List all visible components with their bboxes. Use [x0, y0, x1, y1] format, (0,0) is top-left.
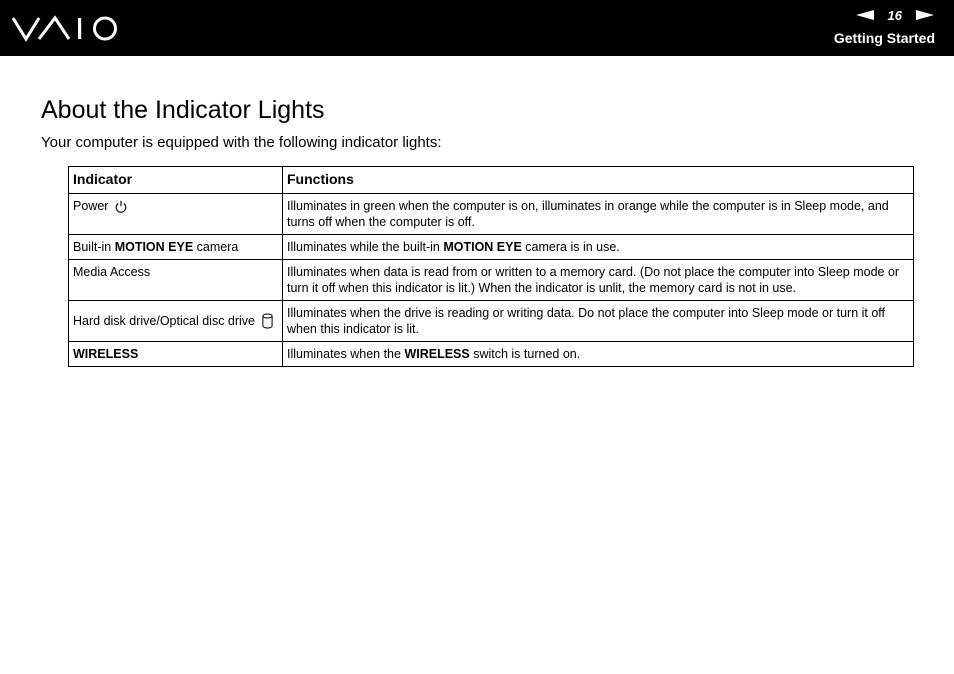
- indicator-label-bold: MOTION EYE: [114, 240, 194, 254]
- power-icon: [115, 200, 127, 213]
- table-row: [69, 235, 914, 260]
- triangle-left-icon[interactable]: [856, 10, 874, 20]
- indicator-label-pre: Built-in: [73, 240, 115, 254]
- indicator-label: Power: [73, 199, 109, 213]
- column-header-indicator: Indicator: [69, 167, 283, 194]
- table-row: [69, 260, 914, 301]
- function-cell: Illuminates in green when the computer is on, illuminates in orange while the computer is in Sleep mode, and turns off when the computer is off.: [283, 194, 914, 235]
- function-text-bold: MOTION EYE: [443, 240, 522, 254]
- indicator-cell: [69, 301, 283, 342]
- indicator-cell: Media Access: [69, 260, 283, 301]
- function-cell: [283, 235, 914, 260]
- intro-text: Your computer is equipped with the following indicator lights:: [41, 134, 442, 151]
- function-text-post: switch is turned on.: [469, 347, 581, 361]
- function-text-post: camera is in use.: [521, 240, 620, 254]
- indicator-cell: [69, 235, 283, 260]
- indicator-cell: WIRELESS: [69, 342, 283, 367]
- function-text-bold: WIRELESS: [404, 347, 470, 361]
- header-bar: [0, 0, 954, 56]
- function-cell: [283, 342, 914, 367]
- table-row: [69, 342, 914, 367]
- indicator-table: [68, 166, 914, 367]
- table-header-row: [69, 167, 914, 194]
- disk-drive-icon: [262, 313, 273, 329]
- indicator-label: Hard disk drive/Optical disc drive: [73, 313, 256, 328]
- column-header-functions: Functions: [283, 167, 914, 194]
- function-cell: Illuminates when the drive is reading or writing data. Do not place the computer into Sleep mode or turn it off when this indicator is lit.: [283, 301, 914, 342]
- triangle-right-icon[interactable]: [916, 10, 934, 20]
- vaio-logo: [12, 14, 120, 42]
- function-text-pre: Illuminates while the built-in: [287, 240, 444, 254]
- page-title: About the Indicator Lights: [41, 96, 325, 124]
- function-cell: Illuminates when data is read from or written to a memory card. (Do not place the computer into Sleep mode or turn it off when this indicator is lit.) When the indicator is unlit, the memory card is not in use.: [283, 260, 914, 301]
- indicator-cell: [69, 194, 283, 235]
- page-navigation: [856, 8, 934, 22]
- page-number: 16: [887, 7, 902, 23]
- indicator-label-post: camera: [193, 240, 239, 254]
- function-text-pre: Illuminates when the: [287, 347, 405, 361]
- section-title: Getting Started: [833, 30, 935, 46]
- table-row: [69, 194, 914, 235]
- table-row: [69, 301, 914, 342]
